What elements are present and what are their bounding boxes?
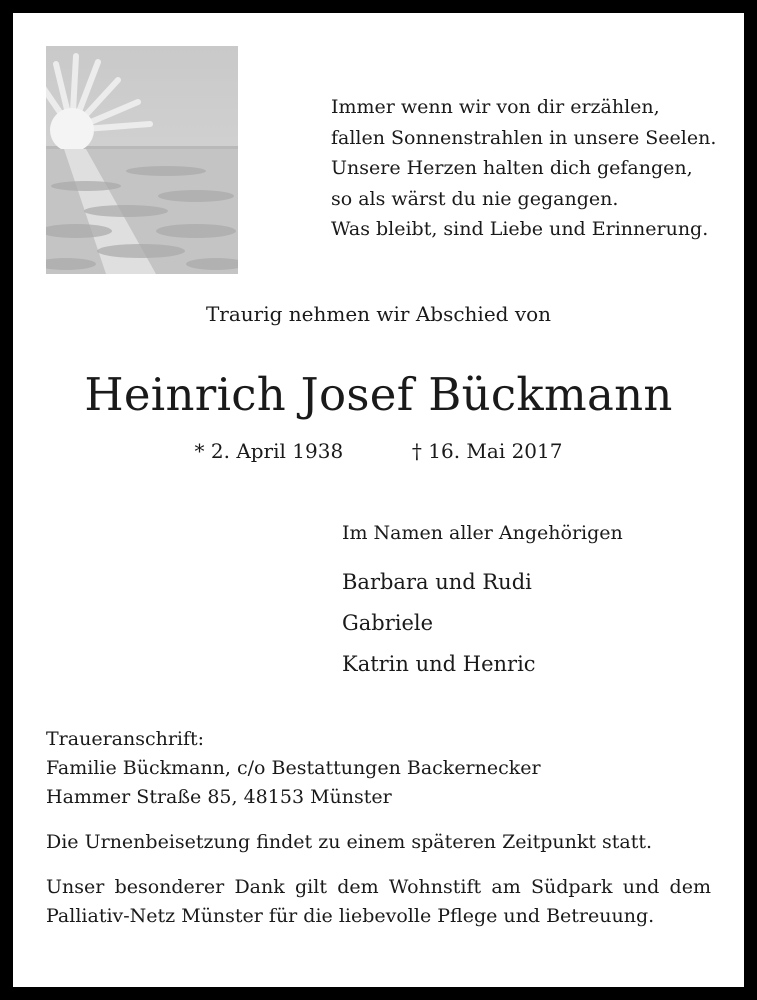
intro-text: Traurig nehmen wir Abschied von	[205, 302, 552, 326]
deceased-name: Heinrich Josef Bückmann	[84, 368, 673, 421]
family-block	[342, 522, 623, 685]
address-label: Traueranschrift:	[46, 728, 205, 750]
poem-line: Unsere Herzen halten dich gefangen,	[331, 157, 693, 179]
family-members	[342, 562, 623, 685]
urn-note: Die Urnenbeisetzung findet zu einem späteren Zeitpunkt statt.	[46, 831, 653, 853]
thanks-note: Unser besonderer Dank gilt dem Wohnstift am Südpark und dem Palliativ-Netz Münster für die liebevolle Pflege und Betreuung.	[46, 876, 711, 927]
life-dates	[13, 439, 744, 463]
condolence-address	[46, 725, 541, 812]
family-intro: Im Namen aller Angehörigen	[342, 522, 623, 544]
poem-line: so als wärst du nie gegangen.	[331, 187, 619, 210]
death-date: † 16. Mai 2017	[411, 439, 563, 463]
poem	[331, 92, 716, 245]
address-line: Familie Bückmann, c/o Bestattungen Backernecker	[46, 757, 541, 779]
family-member: Katrin und Henric	[342, 652, 536, 676]
poem-line: Immer wenn wir von dir erzählen,	[331, 96, 660, 118]
poem-line: fallen Sonnenstrahlen in unsere Seelen.	[331, 126, 717, 149]
birth-date: * 2. April 1938	[194, 439, 344, 463]
address-line: Hammer Straße 85, 48153 Münster	[46, 786, 392, 808]
family-member: Barbara und Rudi	[342, 570, 532, 594]
poem-line: Was bleibt, sind Liebe und Erinnerung.	[331, 218, 709, 240]
obituary-notice	[13, 13, 744, 987]
family-member: Gabriele	[342, 611, 434, 635]
sunset-sea-image	[46, 46, 238, 274]
